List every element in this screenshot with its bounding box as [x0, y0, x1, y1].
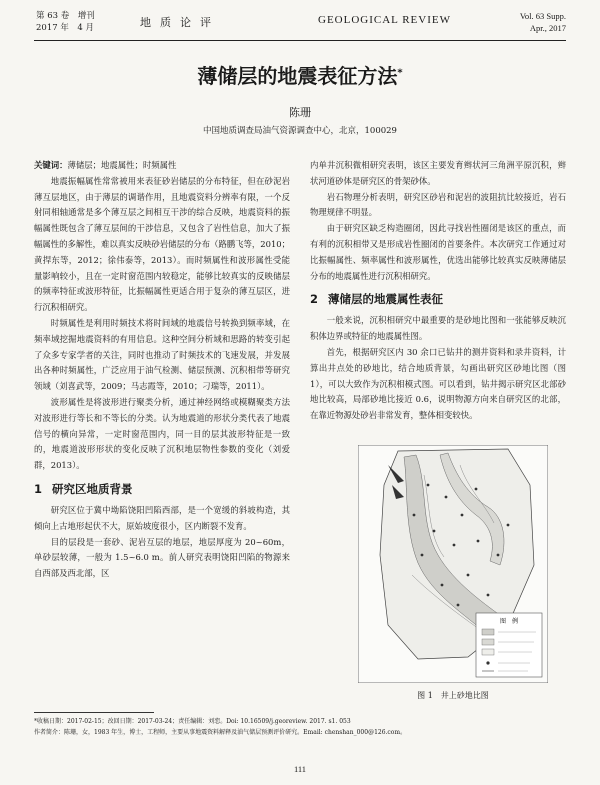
paragraph: 首先，根据研究区内 30 余口已钻井的测井资料和录井资料，计算出井点处的砂地比，结合地质背景，勾画出研究区砂地比图（图1），可以大致作为沉积相模式图。可以看到，钻井揭示研究区北部砂地比较高，局部砂地比接近 0.6，说明物源方向来自研究区的北部，在靠近物源处砂岩非常发育，整体相变较快。 [310, 346, 566, 421]
section-number: 1 [34, 481, 43, 496]
legend-swatch [482, 639, 494, 645]
article-affiliation: 中国地质调查局油气资源调查中心，北京，100029 [203, 126, 397, 136]
page-number: 111 [293, 764, 307, 774]
paragraph: 地震振幅属性常常被用来表征砂岩储层的分布特征，但在砂泥岩薄互层地区，由于薄层的调谐作用，且地震资料分辨率有限，一个反射同相轴通常是多个薄互层之间相互干涉的综合反映，地震资料的振幅属性既包含了薄互层间的干涉信息，又包含了岩性信息，加大了振幅属性的多解性，难以真实反映砂岩储层的分布（路鹏飞等，2010；黄捍东等，2012；徐伟泰等，2013）。而时频属性和波形属性受能量影响较小，且在一定时窗范围内较稳定，能够比较真实的反映储层的频率特征或波形特征，比振幅属性更适合用于复杂的薄互层区，进行沉积相研究。 [34, 175, 290, 313]
section-title: 研究区地质背景 [52, 481, 133, 496]
header-date-en: Apr., 2017 [529, 23, 566, 33]
header-volume: 第 63 卷 增刊 [36, 11, 95, 21]
figure-caption: 图 1 井上砂地比图 [417, 691, 489, 700]
footnote-line-2: 作者简介：陈珊，女，1983 年生，博士，工程师，主要从事地震资料解释及油气储层预测评价研究。Email: chenshan_000@126.com。 [34, 729, 407, 736]
paragraph: 岩石物理分析表明，研究区砂岩和泥岩的波阻抗比较接近，岩石物理规律不明显。 [310, 191, 566, 218]
footnote-rule [34, 712, 154, 713]
legend-swatch [482, 629, 494, 635]
left-column [34, 158, 290, 582]
title-footnote-mark: * [397, 67, 403, 79]
paragraph: 内单井沉积微相研究表明，该区主要发育辫状河三角洲平原沉积，辫状河道砂体是研究区的骨架砂体。 [310, 160, 566, 186]
paragraph: 一般来说，沉积相研究中最重要的是砂地比图和一张能够反映沉积体边界或特征的地震属性图。 [310, 315, 566, 342]
legend-well-symbol [486, 661, 489, 664]
keywords-line [34, 158, 290, 174]
header-date-cn: 2017 年 4 月 [36, 23, 94, 33]
footnote-line-1: *收稿日期：2017-02-15；改回日期：2017-03-24；责任编辑：刘恋。Doi: 10.16509/j.georeview. 2017. s1. 053 [34, 718, 351, 725]
legend-title: 图 例 [499, 618, 519, 625]
header-volume-en: Vol. 63 Supp. [519, 11, 566, 21]
section-title: 薄储层的地震属性表征 [328, 292, 444, 307]
paragraph: 研究区位于冀中坳陷饶阳凹陷西部，是一个宽缓的斜坡构造，其倾向上古地形起伏不大，原始坡度很小，区内断裂不发育。 [34, 504, 290, 531]
figure-sand-ratio-map [358, 445, 548, 683]
section-number: 2 [310, 292, 319, 307]
keywords-text: 薄储层；地震属性；时频属性 [67, 160, 177, 170]
article-title [0, 60, 600, 89]
paragraph: 时频属性是利用时频技术将时间域的地震信号转换到频率域，在频率域挖掘地震资料的有用信息。这种空间分析域和思路的转变引起了众多专家学者的关注，同时也推动了时频技术的飞速发展，并发展出各种时频属性，广泛应用于油气检测、储层预测、沉积相带等研究领域（刘喜武等，2009；马志霞等，2010；刁瑞等，2011）。 [34, 317, 290, 392]
footnote [34, 716, 566, 738]
header-rule [34, 40, 566, 41]
right-column [310, 158, 566, 424]
section-heading-2 [310, 290, 566, 308]
header-volume-en-block [520, 10, 566, 34]
header-volume-block [36, 10, 95, 34]
title-text: 薄储层的地震表征方法 [197, 64, 398, 88]
article-author: 陈珊 [289, 106, 311, 119]
header-journal-en: GEOLOGICAL REVIEW [318, 14, 451, 26]
paragraph: 由于研究区缺乏构造圈闭，因此寻找岩性圈闭是该区的重点，而有利的沉积相带又是形成岩性圈闭的首要条件。本次研究工作通过对比振幅属性、频率属性和波形属性，优选出能够比较真实反映薄储层分布的地震属性进行沉积相研究。 [310, 223, 566, 281]
section-heading-1 [34, 480, 290, 498]
header-journal-cn: 地质论评 [140, 16, 220, 29]
keywords-label: 关键词： [34, 160, 68, 170]
paragraph: 目的层段是一套砂、泥岩互层的地层，地层厚度为 20~60m，单砂层较薄，一般为 1.5~6.0 m。前人研究表明饶阳凹陷的物源来自西部及西北部，区 [34, 536, 290, 579]
legend-swatch [482, 649, 494, 655]
paragraph: 波形属性是将波形进行聚类分析，通过神经网络或模糊聚类方法对波形进行等长和不等长的分类。认为地震道的形状分类代表了地震信号的横向异常，一定时窗范围内，同一目的层其波形特征是一致的，地震道波形形状的变化反映了沉积地层物性参数的变化（刘爱群，2013）。 [34, 396, 290, 471]
